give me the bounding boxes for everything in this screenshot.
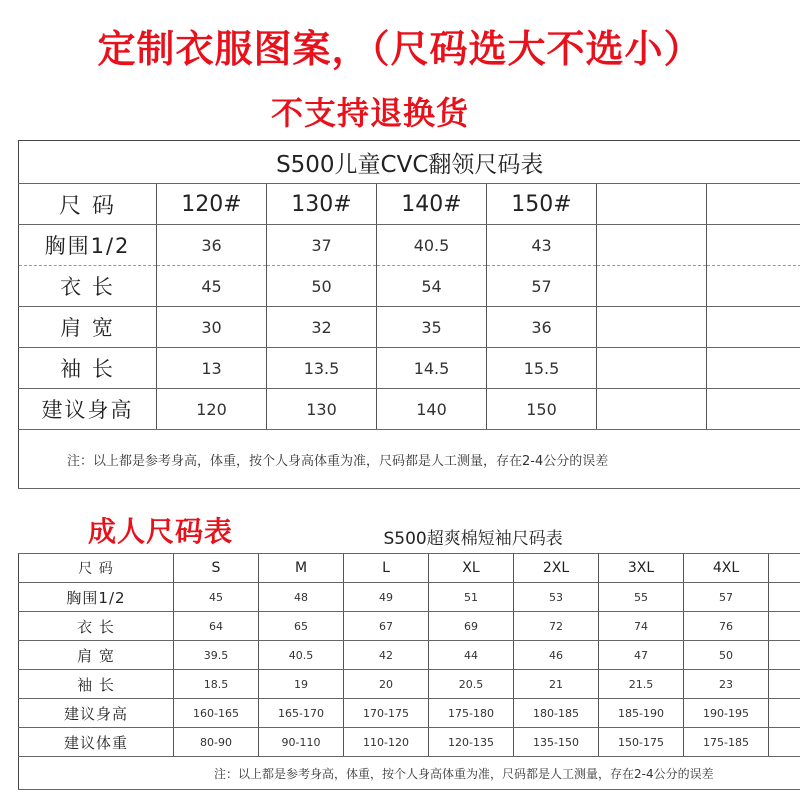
adult-row-chest (19, 583, 800, 612)
table-cell: 15.5 (487, 348, 597, 389)
adult-note-row (19, 757, 800, 790)
table-cell: 36 (157, 225, 267, 266)
table-cell: 49 (344, 583, 429, 612)
table-cell: 72 (514, 612, 599, 641)
table-cell: 20.5 (429, 670, 514, 699)
table-cell: 44 (429, 641, 514, 670)
table-cell: 69 (429, 612, 514, 641)
table-cell: 18.5 (174, 670, 259, 699)
table-cell: 13.5 (267, 348, 377, 389)
table-cell: 90-110 (259, 728, 344, 757)
table-cell: 180-185 (514, 699, 599, 728)
kids-empty-cell (597, 389, 707, 430)
kids-note-row (19, 430, 800, 489)
table-cell: 50 (267, 266, 377, 307)
kids-table-title-row (19, 141, 800, 184)
kids-empty-cell (707, 225, 800, 266)
table-cell: 36 (487, 307, 597, 348)
table-cell: 80-90 (174, 728, 259, 757)
table-cell: 130 (267, 389, 377, 430)
kids-row-length (19, 266, 800, 307)
row-label: 衣 长 (19, 266, 157, 307)
table-cell: 135-150 (514, 728, 599, 757)
table-cell: 37 (267, 225, 377, 266)
adult-empty-cell (769, 670, 800, 699)
table-cell: 14.5 (377, 348, 487, 389)
table-cell: 48 (259, 583, 344, 612)
adult-table-title-row (19, 520, 800, 554)
table-cell: 150 (487, 389, 597, 430)
adult-table-title: S500超爽棉短袖尺码表 (19, 520, 800, 554)
table-cell: 40.5 (377, 225, 487, 266)
table-cell: 19 (259, 670, 344, 699)
kids-table-title: S500儿童CVC翻领尺码表 (19, 141, 800, 184)
adult-size-4xl: 4XL (684, 554, 769, 583)
row-label: 袖 长 (19, 670, 174, 699)
table-cell: 140 (377, 389, 487, 430)
table-cell: 120 (157, 389, 267, 430)
row-label: 建议身高 (19, 389, 157, 430)
table-cell: 46 (514, 641, 599, 670)
kids-size-150: 150# (487, 184, 597, 225)
adult-empty-cell (769, 728, 800, 757)
adult-measurement-note: 注：以上都是参考身高，体重，按个人身高体重为准，尺码都是人工测量，存在2-4公分的误差 (19, 757, 800, 790)
kids-measurement-note: 注：以上都是参考身高，体重，按个人身高体重为准，尺码都是人工测量，存在2-4公分的误差 (19, 430, 800, 489)
table-cell: 30 (157, 307, 267, 348)
table-cell: 54 (377, 266, 487, 307)
table-cell: 32 (267, 307, 377, 348)
kids-row-sleeve (19, 348, 800, 389)
table-cell: 120-135 (429, 728, 514, 757)
table-cell: 150-175 (599, 728, 684, 757)
table-cell: 64 (174, 612, 259, 641)
table-cell: 50 (684, 641, 769, 670)
adult-empty-cell (769, 554, 800, 583)
kids-row-chest (19, 225, 800, 266)
headline-custom-print: 定制衣服图案，（尺码选大不选小） (97, 27, 703, 71)
kids-empty-cell (597, 184, 707, 225)
kids-size-label: 尺 码 (19, 184, 157, 225)
table-cell: 45 (174, 583, 259, 612)
kids-empty-cell (707, 184, 800, 225)
kids-empty-cell (597, 307, 707, 348)
table-cell: 160-165 (174, 699, 259, 728)
kids-row-height (19, 389, 800, 430)
table-cell: 42 (344, 641, 429, 670)
table-cell: 185-190 (599, 699, 684, 728)
adult-empty-cell (769, 583, 800, 612)
kids-size-130: 130# (267, 184, 377, 225)
adult-row-shoulder (19, 641, 800, 670)
adult-row-length (19, 612, 800, 641)
kids-empty-cell (707, 266, 800, 307)
row-label: 肩 宽 (19, 641, 174, 670)
adult-header-row (19, 554, 800, 583)
adult-empty-cell (769, 699, 800, 728)
kids-size-table (18, 140, 800, 489)
table-cell: 165-170 (259, 699, 344, 728)
adult-size-table (18, 520, 800, 790)
table-cell: 39.5 (174, 641, 259, 670)
table-cell: 175-185 (684, 728, 769, 757)
adult-row-weight (19, 728, 800, 757)
row-label: 胸围1/2 (19, 583, 174, 612)
row-label: 建议身高 (19, 699, 174, 728)
row-label: 袖 长 (19, 348, 157, 389)
adult-size-2xl: 2XL (514, 554, 599, 583)
adult-size-m: M (259, 554, 344, 583)
adult-size-xl: XL (429, 554, 514, 583)
table-cell: 43 (487, 225, 597, 266)
adult-empty-cell (769, 612, 800, 641)
table-cell: 21.5 (599, 670, 684, 699)
adult-size-label: 尺 码 (19, 554, 174, 583)
table-cell: 175-180 (429, 699, 514, 728)
adult-size-s: S (174, 554, 259, 583)
table-cell: 45 (157, 266, 267, 307)
kids-empty-cell (597, 266, 707, 307)
table-cell: 21 (514, 670, 599, 699)
table-cell: 47 (599, 641, 684, 670)
table-cell: 76 (684, 612, 769, 641)
headline-no-returns: 不支持退换货 (270, 94, 469, 132)
kids-empty-cell (597, 348, 707, 389)
table-cell: 170-175 (344, 699, 429, 728)
table-cell: 74 (599, 612, 684, 641)
table-cell: 20 (344, 670, 429, 699)
row-label: 衣 长 (19, 612, 174, 641)
adult-size-3xl: 3XL (599, 554, 684, 583)
row-label: 胸围1/2 (19, 225, 157, 266)
table-cell: 57 (684, 583, 769, 612)
row-label: 肩 宽 (19, 307, 157, 348)
kids-empty-cell (707, 389, 800, 430)
table-cell: 13 (157, 348, 267, 389)
adult-size-l: L (344, 554, 429, 583)
table-cell: 67 (344, 612, 429, 641)
kids-size-120: 120# (157, 184, 267, 225)
kids-empty-cell (707, 307, 800, 348)
adult-section-title: 成人尺码表 (88, 515, 234, 548)
table-cell: 65 (259, 612, 344, 641)
table-cell: 40.5 (259, 641, 344, 670)
kids-header-row (19, 184, 800, 225)
kids-empty-cell (707, 348, 800, 389)
row-label: 建议体重 (19, 728, 174, 757)
kids-row-shoulder (19, 307, 800, 348)
kids-empty-cell (597, 225, 707, 266)
adult-row-height (19, 699, 800, 728)
table-cell: 55 (599, 583, 684, 612)
table-cell: 53 (514, 583, 599, 612)
kids-size-140: 140# (377, 184, 487, 225)
table-cell: 110-120 (344, 728, 429, 757)
table-cell: 57 (487, 266, 597, 307)
table-cell: 190-195 (684, 699, 769, 728)
adult-row-sleeve (19, 670, 800, 699)
table-cell: 35 (377, 307, 487, 348)
table-cell: 51 (429, 583, 514, 612)
table-cell: 23 (684, 670, 769, 699)
adult-empty-cell (769, 641, 800, 670)
